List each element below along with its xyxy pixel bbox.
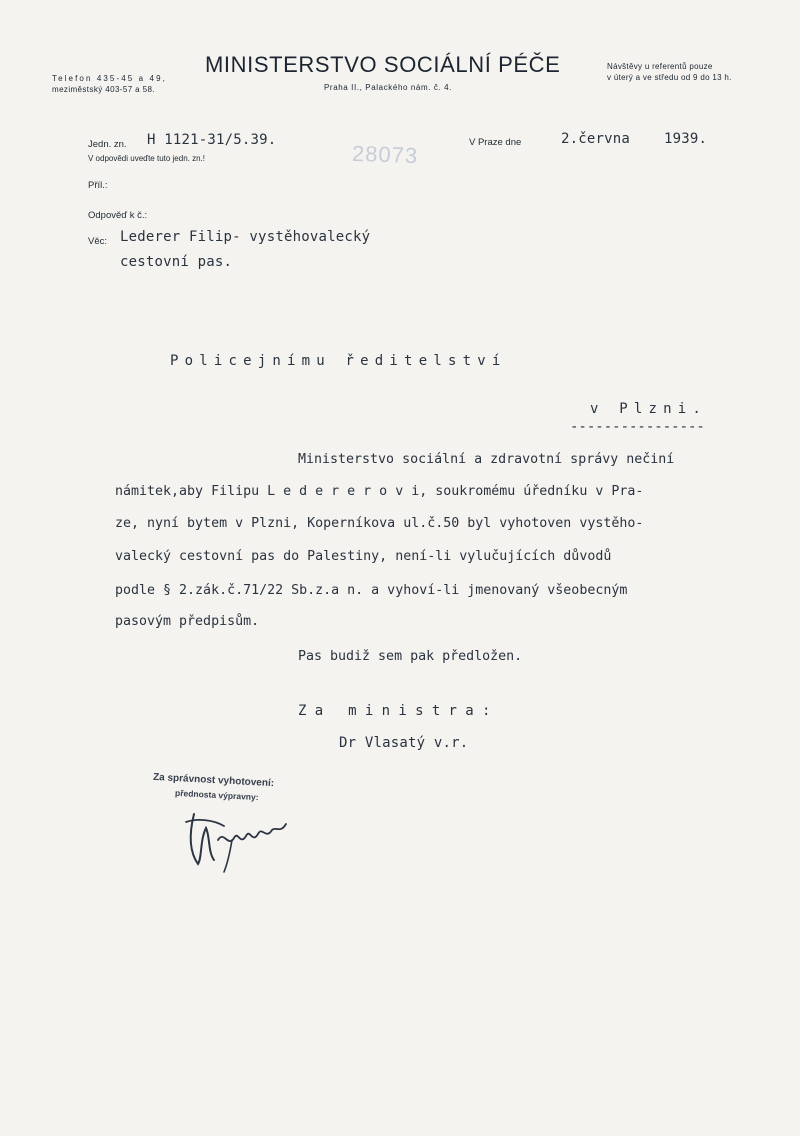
approval-stamp-line-1: Za správnost vyhotovení: xyxy=(152,771,275,790)
visiting-hours xyxy=(607,61,732,83)
telephone-line-2: meziměstský 403-57 a 58. xyxy=(52,85,155,94)
body-line-3: ze, nyní bytem v Plzni, Koperníkova ul.č.50 byl vyhotoven vystěho- xyxy=(115,516,644,531)
body-line-1: Ministerstvo sociální a zdravotní správy nečiní xyxy=(298,452,675,467)
ministry-address: Praha II., Palackého nám. č. 4. xyxy=(324,83,452,92)
visiting-hours-line-2: v úterý a ve středu od 9 do 13 h. xyxy=(607,73,732,82)
place-label: V Praze dne xyxy=(469,137,522,148)
recipient-underline: ---------------- xyxy=(570,419,705,435)
telephone-block xyxy=(52,73,167,95)
reference-note: V odpovědi uveďte tuto jedn. zn.! xyxy=(88,154,205,163)
reference-label: Jedn. zn. xyxy=(88,139,127,150)
body-closing: Pas budiž sem pak předložen. xyxy=(298,649,523,664)
subject-label: Věc: xyxy=(88,236,108,247)
recipient-line-2: v Plzni. xyxy=(590,401,708,417)
faint-registry-stamp: 28073 xyxy=(351,140,419,169)
reference-number: H 1121-31/5.39. xyxy=(147,132,277,148)
recipient-line-1: Policejnímu ředitelství xyxy=(170,353,507,369)
year-value: 1939. xyxy=(664,131,708,147)
subject-line-2: cestovní pas. xyxy=(120,254,233,270)
reply-label: Odpověď k č.: xyxy=(88,210,148,221)
visiting-hours-line-1: Návštěvy u referentů pouze xyxy=(607,62,713,71)
subject-line-1: Lederer Filip- vystěhovalecký xyxy=(120,229,371,245)
body-line-2: námitek,aby Filipu L e d e r e r o v i, soukromému úředníku v Pra- xyxy=(115,484,644,499)
signoff-line-1: Za ministra: xyxy=(298,703,499,719)
body-line-4: valecký cestovní pas do Palestiny, není-li vylučujících důvodů xyxy=(115,549,612,564)
date-value: 2.června xyxy=(561,131,631,147)
attachments-label: Příl.: xyxy=(88,180,108,191)
signoff-line-2: Dr Vlasatý v.r. xyxy=(339,735,469,751)
ministry-name: MINISTERSTVO SOCIÁLNÍ PÉČE xyxy=(205,52,561,77)
approval-stamp-line-2: přednosta výpravny: xyxy=(174,787,259,803)
handwritten-signature xyxy=(180,800,300,880)
body-line-5: podle § 2.zák.č.71/22 Sb.z.a n. a vyhoví-li jmenovaný všeobecným xyxy=(115,583,628,598)
body-line-6: pasovým předpisům. xyxy=(115,614,260,629)
telephone-line-1: Telefon 435-45 a 49, xyxy=(52,74,167,83)
